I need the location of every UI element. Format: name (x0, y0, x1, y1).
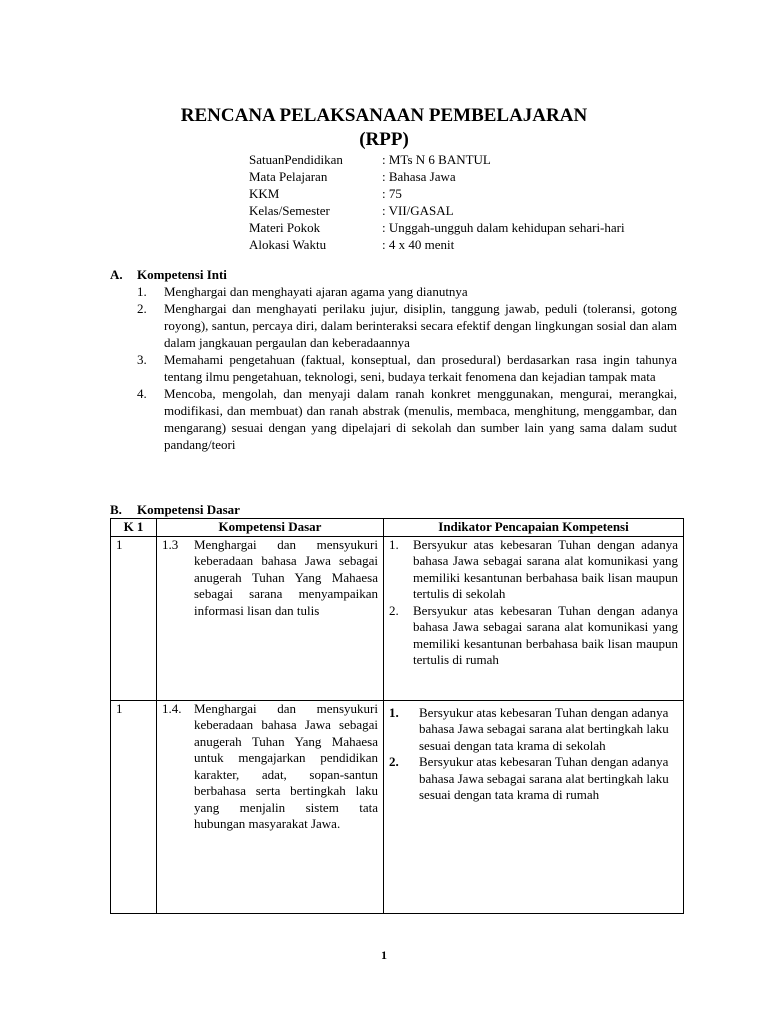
info-value: : Unggah-ungguh dalam kehidupan sehari-hari (382, 220, 625, 235)
table-row (111, 536, 684, 700)
list-text: Mencoba, mengolah, dan menyaji dalam ranah konkret menggunakan, mengurai, merangkai, modifikasi, dan membuat) dan ranah abstrak (menulis, membaca, menghitung, menggambar, dan mengarang) sesuai dengan yang dipelajari di sekolah dan sumber lain yang sama dalam sudut pandang/teori (164, 386, 677, 452)
kd-text: Menghargai dan mensyukuri keberadaan bahasa Jawa sebagai anugerah Tuhan Yang Mahaesa sebagai sarana menyampaikan informasi lisan dan tulis (194, 536, 378, 618)
info-value: : MTs N 6 BANTUL (382, 152, 491, 167)
indikator-text: Bersyukur atas kebesaran Tuhan dengan adanya bahasa Jawa sebagai sarana alat bertingkah laku sesuai dengan tata krama di rumah (419, 754, 669, 802)
kd-number: 1.4. (162, 700, 182, 716)
kompetensi-dasar-table (110, 518, 684, 914)
table-row (111, 700, 684, 913)
ki-cell: 1 (111, 536, 157, 700)
section-heading-b (110, 501, 240, 518)
column-header: Kompetensi Dasar (157, 519, 384, 537)
kd-entry (162, 701, 378, 833)
indikator-number: 2. (389, 754, 399, 769)
list-item (137, 283, 677, 300)
indikator-number: 1. (389, 704, 399, 720)
title-line-2: (RPP) (359, 129, 409, 150)
list-item (137, 385, 677, 453)
list-number: 1. (137, 284, 147, 299)
info-value: : 75 (382, 186, 402, 201)
indikator-item (389, 603, 678, 669)
info-row (249, 219, 625, 236)
kd-cell (157, 536, 384, 700)
info-label: Materi Pokok (249, 220, 321, 235)
info-label: KKM (249, 186, 280, 201)
info-label: Alokasi Waktu (249, 237, 327, 252)
list-number: 4. (137, 386, 147, 401)
indikator-number: 2. (389, 602, 399, 618)
list-item (137, 300, 677, 351)
indikator-number: 1. (389, 536, 399, 552)
info-row (249, 151, 625, 168)
kd-cell (157, 700, 384, 913)
info-row (249, 168, 625, 185)
document-title (0, 104, 768, 152)
info-value: : 4 x 40 menit (382, 237, 455, 252)
info-value: : Bahasa Jawa (382, 169, 456, 184)
table-header-row (111, 519, 684, 537)
list-item (137, 351, 677, 385)
section-heading-a (110, 266, 227, 283)
section-title: Kompetensi Dasar (137, 502, 240, 517)
section-letter: B. (110, 502, 122, 517)
kd-entry (162, 537, 378, 620)
indikator-text: Bersyukur atas kebesaran Tuhan dengan adanya bahasa Jawa sebagai sarana alat bertingkah laku sesuai dengan tata krama di sekolah (419, 704, 669, 753)
list-number: 3. (137, 352, 147, 367)
column-header: K 1 (111, 519, 157, 537)
section-title: Kompetensi Inti (137, 267, 227, 282)
list-text: Menghargai dan menghayati perilaku jujur, disiplin, tanggung jawab, peduli (toleransi, gotong royong), santun, percaya diri, dalam berinteraksi secara efektif dengan lingkungan sosial dan alam dalam jangkauan pergaulan dan keberadaannya (164, 301, 677, 350)
indikator-text: Bersyukur atas kebesaran Tuhan dengan adanya bahasa Jawa sebagai sarana alat komunikasi yang memiliki kesantunan berbahasa baik lisan maupun tertulis di rumah (413, 602, 678, 667)
info-label: SatuanPendidikan (249, 152, 343, 167)
list-number: 2. (137, 301, 147, 316)
title-line-1: RENCANA PELAKSANAAN PEMBELAJARAN (180, 105, 588, 126)
indikator-cell (384, 700, 684, 913)
indikator-item (389, 705, 678, 755)
info-value: : VII/GASAL (382, 203, 454, 218)
info-row (249, 202, 625, 219)
kd-text: Menghargai dan mensyukuri keberadaan bahasa Jawa sebagai anugerah Tuhan Yang Mahaesa untuk mengajarkan pendidikan karakter, adat, sopan-santun berbahasa serta bertingkah laku yang menjalin sistem tata hubungan masyarakat Jawa. (194, 700, 378, 831)
kd-number: 1.3 (162, 536, 179, 552)
info-row (249, 185, 625, 202)
info-label: Mata Pelajaran (249, 169, 328, 184)
list-text: Memahami pengetahuan (faktual, konseptual, dan prosedural) berdasarkan rasa ingin tahunya tentang ilmu pengetahuan, teknologi, seni, budaya terkait fenomena dan kejadian tampak mata (164, 352, 677, 384)
identity-block (249, 151, 625, 253)
ki-cell: 1 (111, 700, 157, 913)
indikator-item (389, 537, 678, 603)
indikator-cell (384, 536, 684, 700)
page-number: 1 (381, 948, 387, 962)
column-header: Indikator Pencapaian Kompetensi (384, 519, 684, 537)
indikator-text: Bersyukur atas kebesaran Tuhan dengan adanya bahasa Jawa sebagai sarana alat komunikasi yang memiliki kesantunan berbahasa baik lisan maupun tertulis di sekolah (413, 536, 678, 601)
kompetensi-inti-list (137, 283, 677, 453)
list-text: Menghargai dan menghayati ajaran agama yang dianutnya (164, 284, 468, 299)
info-row (249, 236, 625, 253)
indikator-item (389, 754, 678, 804)
section-letter: A. (110, 267, 123, 282)
info-label: Kelas/Semester (249, 203, 330, 218)
